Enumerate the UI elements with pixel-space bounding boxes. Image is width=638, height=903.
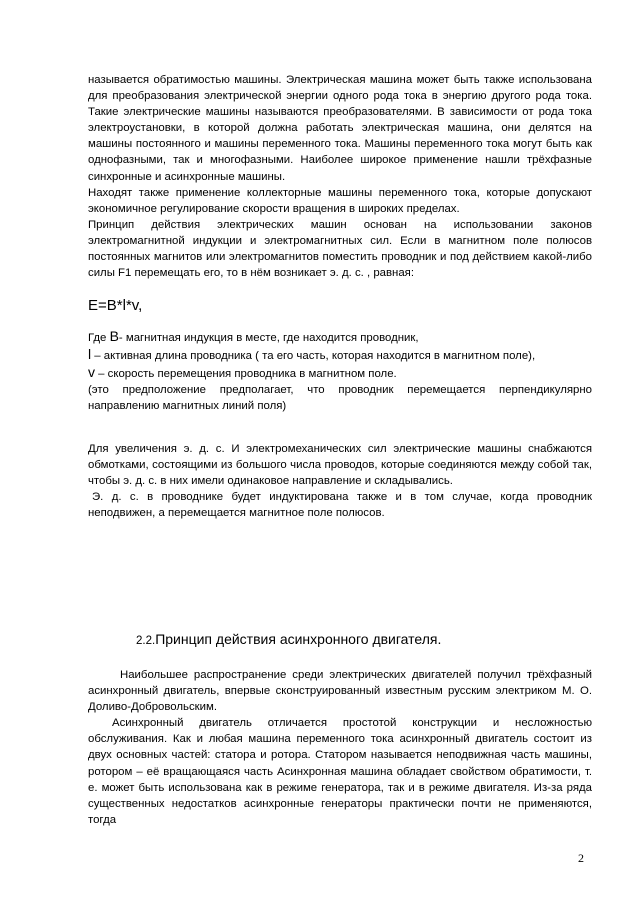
definition-b-letter: B bbox=[109, 328, 119, 344]
definition-v-letter: v bbox=[88, 364, 95, 381]
section-title: Принцип действия асинхронного двигателя. bbox=[155, 631, 442, 647]
definition-l-letter: l bbox=[88, 346, 92, 363]
page-number: 2 bbox=[578, 851, 584, 865]
paragraph-moving-field: Э. д. с. в проводнике будет индуктирована также и в том случае, когда проводник неподвижен, а перемещается магнитное поле полюсов. bbox=[88, 491, 592, 520]
paragraph-collector-machines: Находят также применение коллекторные машины переменного тока, которые допускают экономичное регулирование скорости вращения в широких пределах. bbox=[88, 186, 592, 215]
emf-formula: E=B*l*v, bbox=[88, 297, 143, 314]
definition-l-text: – активная длина проводника ( та его часть, которая находится в магнитном поле), bbox=[91, 350, 536, 363]
section-heading bbox=[136, 630, 441, 650]
definition-b bbox=[88, 328, 592, 346]
paragraph-reversibility: называется обратимостью машины. Электрическая машина может быть также использована для преобразования электрической энергии одного рода тока в энергию другого рода тока. Такие электрические машины называются преобразователями. В зависимости от рода тока электроустановки, в которой должна работать электрическая машина, они делятся на машины постоянного и машины переменного тока. Машины переменного тока могут быть как однофазными, так и многофазными. Наиболее широкое применение нашли трёхфазные синхронные и асинхронные машины. bbox=[88, 74, 592, 183]
paragraph-operating-principle: Принцип действия электрических машин основан на использовании законов электромагнитной индукции и электромагнитных сил. Если в магнитном поле полюсов постоянных магнитов или электромагнитов поместить проводник и под действием какой-либо силы F1 перемещать его, то в нём возникает э. д. с. , равная: bbox=[88, 218, 592, 280]
paragraph-windings: Для увеличения э. д. с. И электромеханических сил электрические машины снабжаются обмотками, состоящими из большого числа проводов, которые соединяются между собой так, чтобы э. д. с. в них имели одинаковое направление и складывались. bbox=[88, 443, 592, 488]
formula-definitions bbox=[88, 328, 592, 414]
definition-v bbox=[88, 364, 592, 382]
definition-note: (это предположение предполагает, что проводник перемещается перпендикулярно направлению магнитных линий поля) bbox=[88, 384, 592, 413]
paragraph-async-design: Асинхронный двигатель отличается простотой конструкции и несложностью обслуживания. Как и любая машина переменного тока асинхронный двигатель состоит из двух основных частей: статора и ротора. Статором называется неподвижная часть машины, ротором – её вращающаяся часть Асинхронная машина обладает свойством обратимости, т. е. может быть использована как в режиме генератора, так и в режиме двигателя. Из-за ряда существенных недостатков асинхронные генераторы практически почти не применяются, тогда bbox=[88, 717, 592, 826]
definition-l bbox=[88, 346, 592, 364]
text-block-intro bbox=[88, 72, 592, 281]
text-block-async-motor bbox=[88, 667, 592, 828]
text-block-windings bbox=[88, 441, 592, 521]
definition-b-prefix: Где bbox=[88, 332, 110, 344]
definition-b-text: - магнитная индукция в месте, где находится проводник, bbox=[118, 332, 419, 344]
definition-v-text: – скорость перемещения проводника в магнитном поле. bbox=[95, 368, 397, 381]
section-number: 2.2. bbox=[136, 635, 156, 647]
paragraph-async-history: Наибольшее распространение среди электрических двигателей получил трёхфазный асинхронный двигатель, впервые сконструированный известным русским электриком М. О. Доливо-Добровольским. bbox=[88, 669, 592, 714]
